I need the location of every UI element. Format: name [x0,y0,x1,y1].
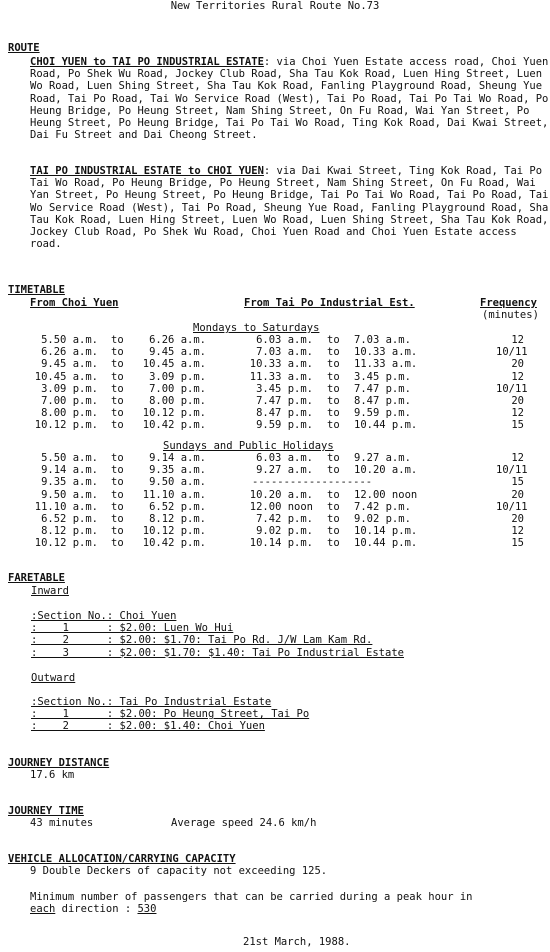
time-cell-b: 8.12 p.m. [149,513,206,525]
time-cell-d: 12.00 noon [354,488,418,501]
faretable-heading: FARETABLE [8,572,65,584]
to-label: to [111,419,124,432]
time-cell-f: 20 [511,488,524,501]
time-cell-f: 15 [511,537,524,550]
to-label: to [111,334,124,346]
to-label: to [111,382,124,395]
time-cell-d: 9.02 p.m. [354,513,411,525]
to-label: to [111,358,124,371]
time-cell-d: 7.47 p.m. [354,382,411,395]
time-cell-c: 6.03 a.m. [256,452,313,464]
time-cell-a: 9.35 a.m. [41,476,98,489]
time-cell-f: 12 [511,334,524,346]
time-cell-d: 7.03 a.m. [354,334,411,346]
time-cell-a: 8.00 p.m. [41,407,98,420]
to-label: to [327,537,340,550]
time-cell-b: 10.42 p.m. [142,419,206,432]
document-date: 21st March, 1988. [243,936,351,948]
timetable-row [0,452,550,464]
timetable-row [0,395,550,407]
document-title: New Territories Rural Route No.73 [170,0,380,12]
weekday-label: Mondays to Saturdays [193,322,320,334]
timetable-row [0,513,550,525]
capacity-direction: direction : [55,903,138,915]
to-label: to [111,488,124,501]
time-cell-b: 6.52 p.m. [149,500,206,513]
time-cell-d: 10.44 p.m. [354,419,418,432]
timetable-row [0,476,550,488]
timetable-row [0,525,550,537]
timetable-col-frequency: Frequency [480,297,537,309]
to-label: to [327,500,340,513]
route-inbound-title: TAI PO INDUSTRIAL ESTATE to CHOI YUEN [30,165,264,177]
to-label: to [327,382,340,395]
time-cell-f: 20 [511,358,524,371]
fare-row: : 2 : $2.00: $1.70: Tai Po Rd. J/W Lam Kam Rd. [31,634,373,647]
route-inbound-text: : via Dai Kwai Street, Ting Kok Road, Tai Po Tai Wo Road, Po Heung Bridge, Po Heung Street, Nam Shing Street, On Fu Road, Wai Yan Street, Po Heung Street, Po Heung Bridge, Tai Po Tai Wo Road, Tai Po Road, Tai Wo Service Road (West), Tai Po Road, Sheung Yue Road, Fanling Playground Road, Sha Tau Kok Road, Luen Hing Street, Luen Wo Road, Luen Shing Street, Sha Tau Kok Road, Jockey Club Road, Po Shek Wu Road, Choi Yuen Road and Choi Yuen Estate access road. [30,165,549,251]
time-cell-a: 9.50 a.m. [41,488,98,501]
fare-row: :Section No.: Choi Yuen [31,610,177,622]
timetable-row [0,346,550,358]
timetable-row [0,419,550,431]
time-cell-c: 7.47 p.m. [256,395,313,407]
route-outbound [30,56,550,141]
time-cell-b: 7.00 p.m. [149,382,206,395]
time-cell-c: 9.59 p.m. [256,419,313,432]
time-cell-f: 10/11 [496,346,528,359]
to-label: to [327,370,340,383]
to-label: to [111,513,124,525]
to-label: to [327,358,340,371]
time-cell-c: 9.27 a.m. [256,464,313,477]
to-label: to [111,370,124,383]
timetable-row [0,383,550,395]
time-cell-a: 7.00 p.m. [41,395,98,407]
timetable-row [0,334,550,346]
timetable-row [0,407,550,419]
time-cell-c: 7.42 p.m. [256,513,313,525]
to-label: to [327,464,340,477]
to-label: to [327,407,340,420]
time-cell-b: 9.45 a.m. [149,346,206,359]
time-cell-d: 10.20 a.m. [354,464,418,477]
time-cell-a: 8.12 p.m. [41,525,98,538]
time-cell-d: 9.59 p.m. [354,407,411,420]
time-cell-f: 15 [511,476,524,489]
time-cell-c: 12.00 noon [249,500,313,513]
time-cell-f: 10/11 [496,382,528,395]
to-label: to [111,525,124,538]
time-cell-c: 9.02 p.m. [256,525,313,538]
time-cell-b: 9.14 a.m. [149,452,206,464]
fare-row: : 1 : $2.00: Po Heung Street, Tai Po [31,708,310,721]
time-cell-d: 8.47 p.m. [354,395,411,407]
fare-row: : 3 : $2.00: $1.70: $1.40: Tai Po Industrial Estate [31,646,404,659]
time-cell-f: 12 [511,525,524,538]
route-heading: ROUTE [8,42,40,54]
time-cell-b: 8.00 p.m. [149,395,206,407]
time-cell-a: 5.50 a.m. [41,452,98,464]
capacity-value: 530 [137,903,157,915]
to-label: to [111,464,124,477]
time-cell-b: 9.50 a.m. [149,476,206,489]
timetable-col-tai-po: From Tai Po Industrial Est. [244,297,415,309]
time-value: 43 minutes [30,817,94,829]
time-cell-a: 6.52 p.m. [41,513,98,525]
to-label: to [111,537,124,550]
vehicle-heading: VEHICLE ALLOCATION/CARRYING CAPACITY [8,853,236,865]
time-cell-b: 3.09 p.m. [149,370,206,383]
to-label: to [327,419,340,432]
time-cell-c: 3.45 p.m. [256,382,313,395]
time-cell-d: 7.42 p.m. [354,500,411,513]
fare-inward-label: Inward [31,585,69,597]
timetable-col-frequency-unit: (minutes) [482,309,539,321]
vehicle-allocation: 9 Double Deckers of capacity not exceeding 125. [30,865,328,877]
timetable-heading: TIMETABLE [8,284,65,296]
to-label: to [327,452,340,464]
time-cell-a: 9.45 a.m. [41,358,98,371]
timetable-col-choi-yuen: From Choi Yuen [30,297,119,309]
timetable-row [0,358,550,370]
time-cell-d: 11.33 a.m. [354,358,418,371]
time-cell-a: 9.14 a.m. [41,464,98,477]
time-cell-d: 10.44 p.m. [354,537,418,550]
to-label: to [327,346,340,359]
time-cell-c: 6.03 a.m. [256,334,313,346]
time-cell-c: 7.03 a.m. [256,346,313,359]
to-label: to [327,334,340,346]
time-cell-f: 15 [511,419,524,432]
timetable-row [0,537,550,549]
time-cell-f: 10/11 [496,500,528,513]
route-outbound-text: : via Choi Yuen Estate access road, Choi Yuen Road, Po Shek Wu Road, Jockey Club Road, Sha Tau Kok Road, Luen Hing Street, Luen Wo Road, Luen Shing Street, Sha Tau Kok Road, Fanling Playground Road, Sheung Yue Road, Tai Po Road, Tai Wo Service Road (West), Tai Po Road, Tai Po Tai Wo Road, Po Heung Bridge, Po Heung Street, Nam Shing Street, On Fu Road, Wai Yan Street, Po Heung Street, Po Heung Bridge, Tai Po Tai Wo Road, Ting Kok Road, Dai Kwai Street, Dai Fu Street and Dai Cheong Street. [30,56,549,142]
capacity-line: Minimum number of passengers that can be carried during a peak hour in [30,891,473,903]
time-cell-f: 20 [511,395,524,407]
to-label: to [111,346,124,359]
distance-heading: JOURNEY DISTANCE [8,757,110,769]
to-label: to [327,513,340,525]
timetable-row [0,501,550,513]
route-outbound-title: CHOI YUEN to TAI PO INDUSTRIAL ESTATE [30,56,264,68]
time-cell-f: 12 [511,407,524,420]
time-cell-d: 3.45 p.m. [354,370,411,383]
to-label: to [111,452,124,464]
route-inbound [30,165,550,250]
time-cell-a: 6.26 a.m. [41,346,98,359]
time-cell-b: 10.12 p.m. [142,407,206,420]
time-cell-d: 10.14 p.m. [354,525,418,538]
time-cell-b: 10.12 p.m. [142,525,206,538]
time-cell-f: 12 [511,370,524,383]
time-cell-b: 10.45 a.m. [142,358,206,371]
no-service-dashes: ------------------- [252,476,373,489]
time-cell-d: 10.33 a.m. [354,346,418,359]
time-cell-a: 10.45 a.m. [34,370,98,383]
time-cell-a: 11.10 a.m. [34,500,98,513]
to-label: to [111,476,124,489]
fare-outward-label: Outward [31,672,76,684]
timetable-row [0,371,550,383]
time-cell-b: 10.42 p.m. [142,537,206,550]
distance-value: 17.6 km [30,769,75,781]
capacity-line-2 [30,903,156,915]
fare-row: :Section No.: Tai Po Industrial Estate [31,696,272,708]
time-cell-a: 10.12 p.m. [34,537,98,550]
timetable-row [0,489,550,501]
time-cell-c: 10.20 a.m. [249,488,313,501]
average-speed: Average speed 24.6 km/h [171,817,317,829]
time-cell-f: 20 [511,513,524,525]
time-cell-d: 9.27 a.m. [354,452,411,464]
time-cell-c: 10.14 p.m. [249,537,313,550]
time-cell-b: 9.35 a.m. [149,464,206,477]
time-cell-c: 11.33 a.m. [249,370,313,383]
time-cell-c: 10.33 a.m. [249,358,313,371]
to-label: to [327,395,340,407]
to-label: to [111,500,124,513]
time-cell-f: 12 [511,452,524,464]
holiday-label: Sundays and Public Holidays [163,440,334,452]
fare-row: : 1 : $2.00: Luen Wo Hui [31,622,234,635]
time-cell-b: 11.10 a.m. [142,488,206,501]
time-cell-c: 8.47 p.m. [256,407,313,420]
to-label: to [111,395,124,407]
fare-row: : 2 : $2.00: $1.40: Choi Yuen [31,720,265,733]
time-cell-a: 3.09 p.m. [41,382,98,395]
time-cell-a: 5.50 a.m. [41,334,98,346]
capacity-each: each [30,903,56,915]
time-cell-b: 6.26 a.m. [149,334,206,346]
to-label: to [327,488,340,501]
time-cell-f: 10/11 [496,464,528,477]
to-label: to [327,525,340,538]
time-cell-a: 10.12 p.m. [34,419,98,432]
timetable-row [0,464,550,476]
to-label: to [111,407,124,420]
time-heading: JOURNEY TIME [8,805,84,817]
